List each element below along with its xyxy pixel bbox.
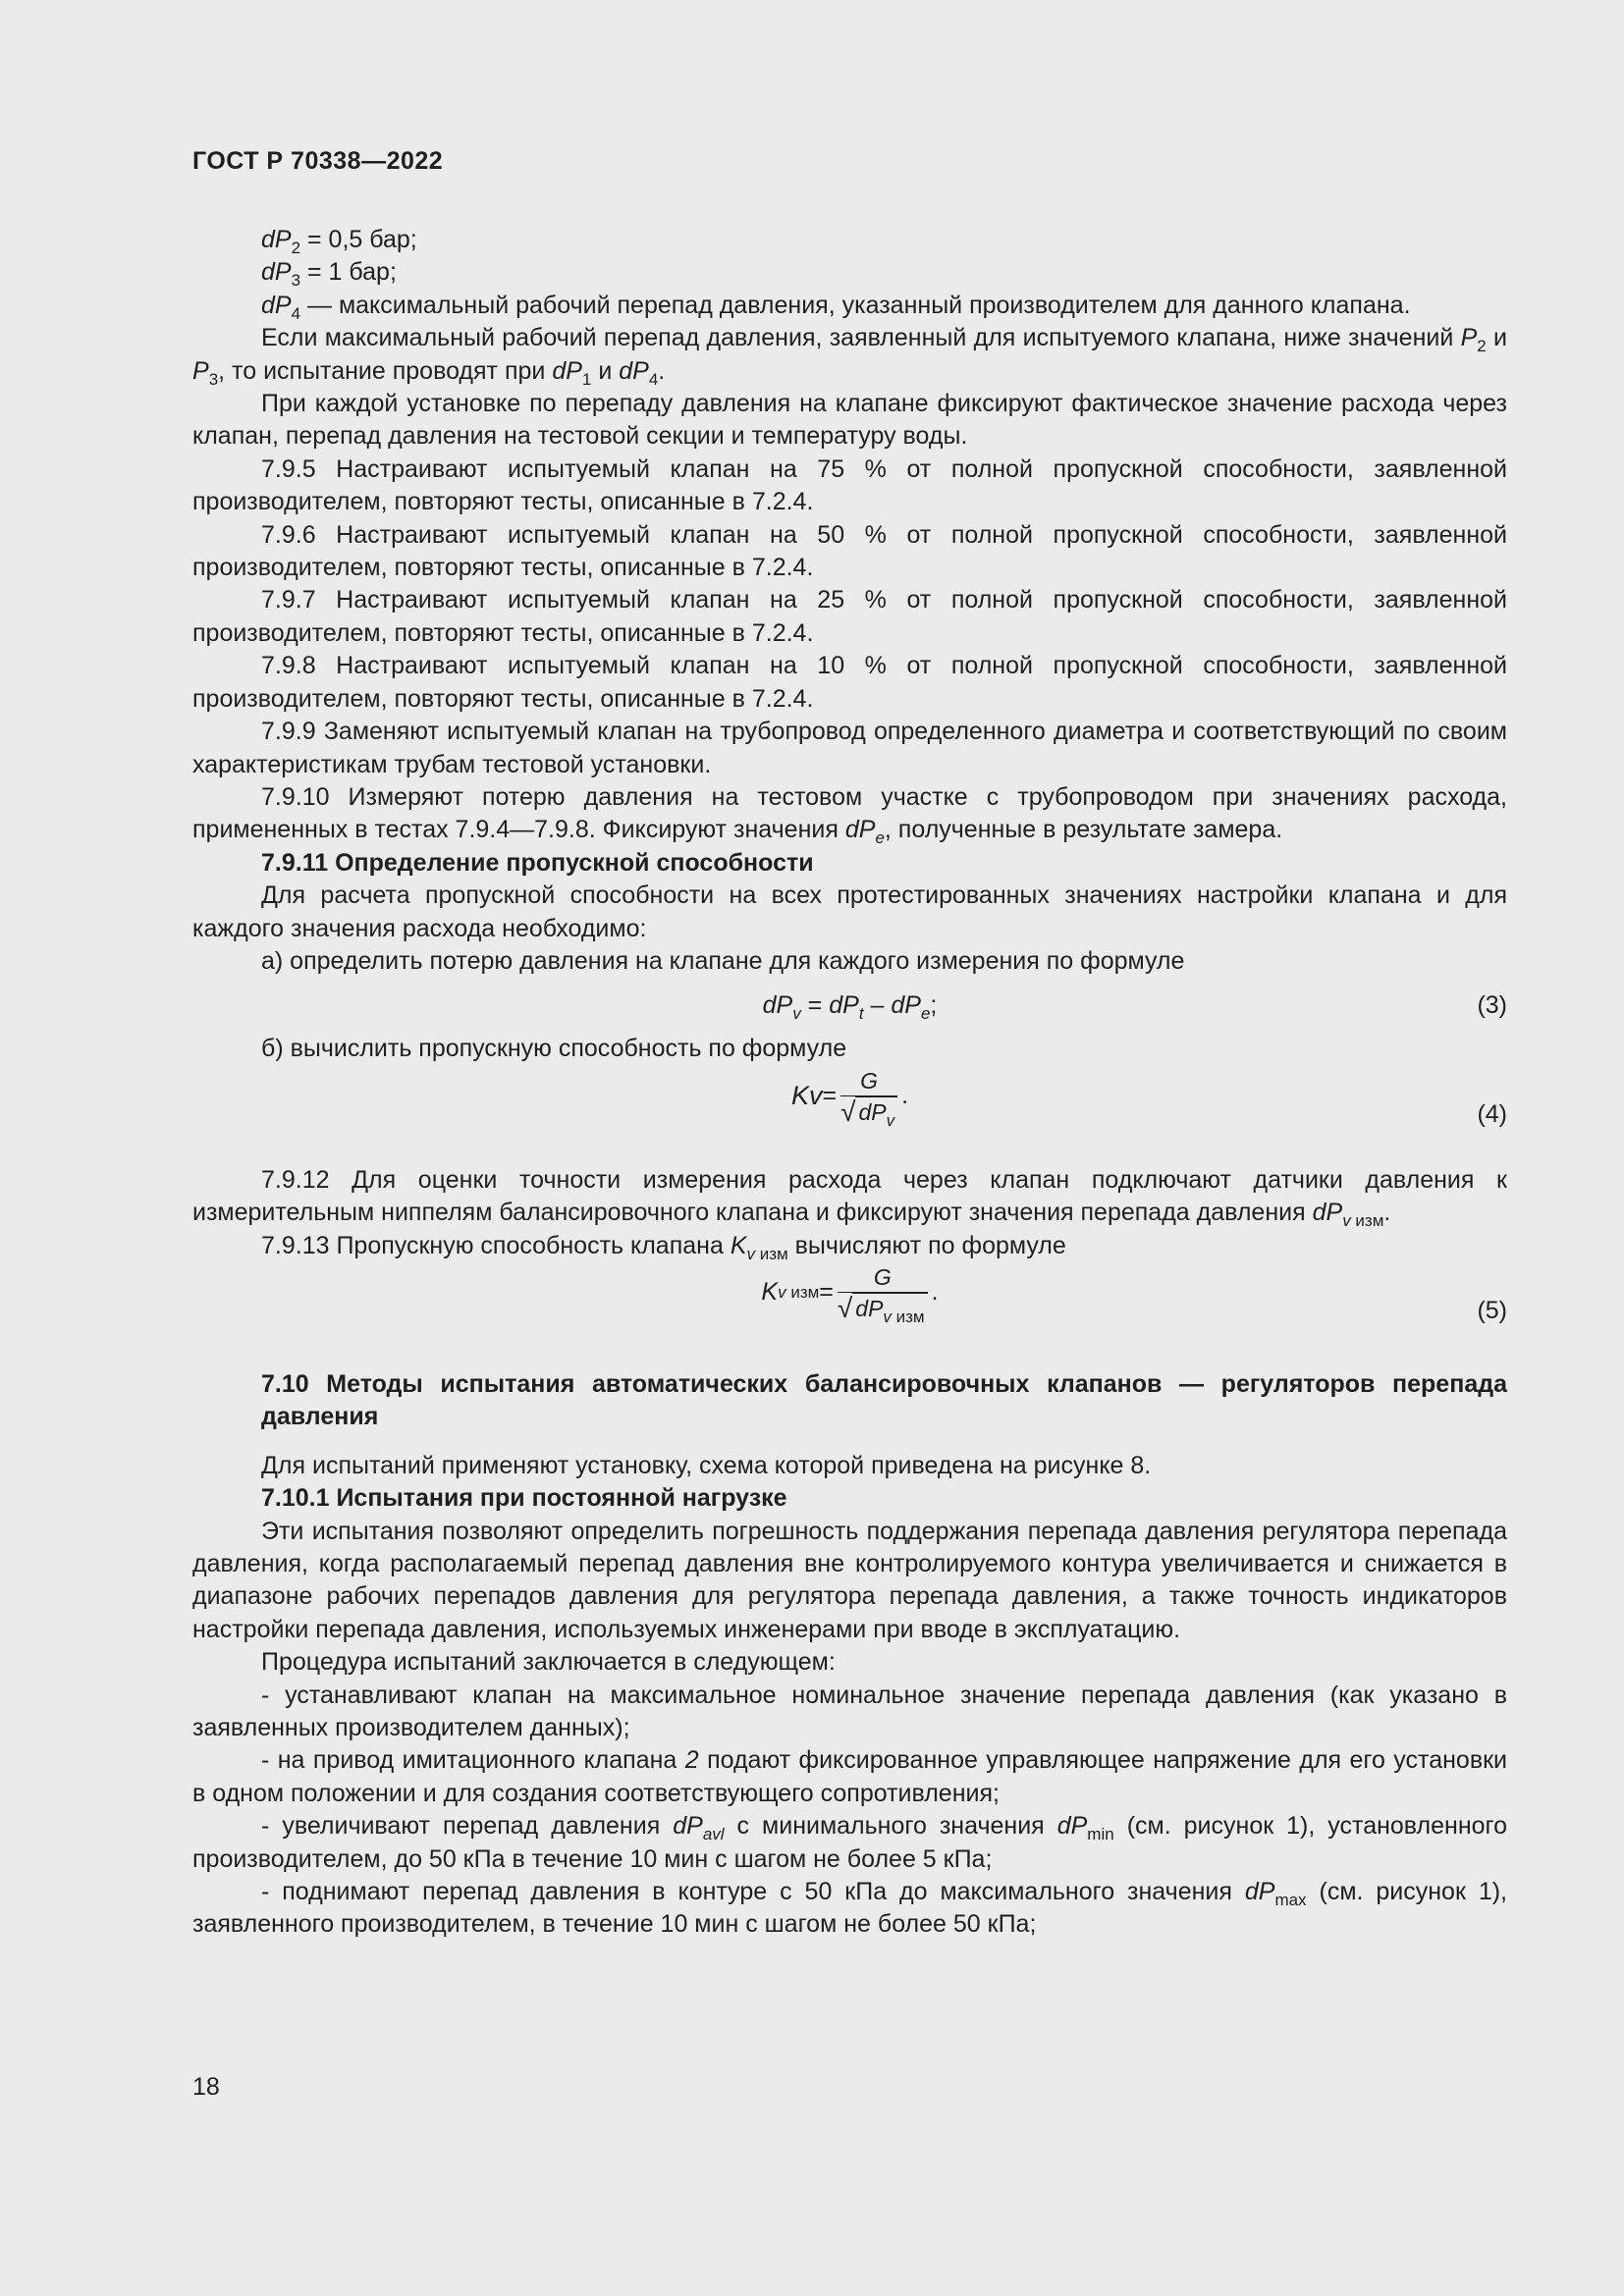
bullet-1: - устанавливают клапан на максимальное номинальное значение перепада давления (как указано в заявленных производителем данных);	[192, 1681, 1507, 1742]
section-7-10-1-p1: Эти испытания позволяют определить погрешность поддержания перепада давления регулятора перепада давления, когда располагаемый перепад давления вне контролируемого контура увеличивается и снижается в диапазоне рабочих перепадов давления для регулятора перепада давления, а также точность индикаторов настройки перепада давления, используемых инженерами при вводе в эксплуатацию.	[192, 1517, 1507, 1643]
section-7-9-13: 7.9.13 Пропускную способность клапана $K_{v изм}$ вычисляют по формуле	[261, 1231, 1066, 1263]
section-7-10-1-p2: Процедура испытаний заключается в следующем:	[261, 1648, 836, 1677]
document-header: ГОСТ Р 70338—2022	[192, 147, 444, 175]
formula-5-expr: K v изм = G √ $dP_{v изм}$ .	[761, 1263, 939, 1326]
section-7-9-6: 7.9.6 Настраивают испытуемый клапан на 50 % от полной пропускной способности, заявленной производителем, повторяют тесты, описанные в 7.2.4.	[192, 520, 1507, 582]
section-7-9-11-title: 7.9.11 Определение пропускной способности	[261, 848, 814, 877]
formula-5	[192, 1262, 1507, 1368]
sqrt-symbol: √	[837, 1292, 853, 1323]
bullet-3: - увеличивают перепад давления $dP_{avl}$ с минимального значения $dP_{min}$ (см. рисунок 1), установленного производителем, до 50 кПа в течение 10 мин с шагом не более 5 кПа;	[192, 1812, 1507, 1873]
item-b: б) вычислить пропускную способность по формуле	[261, 1035, 847, 1063]
formula-5-number: (5)	[1477, 1296, 1507, 1324]
def-dp2: $dP_2 = 0,5$ бар;	[261, 226, 417, 257]
paragraph-if-max: Если максимальный рабочий перепад давления, заявленный для испытуемого клапана, ниже значений $P_2$ и $P_3$, то испытание проводят при $dP_1$ и $dP_4$.	[192, 324, 1507, 389]
bullet-2: - на привод имитационного клапана 2 подают фиксированное управляющее напряжение для его установки в одном положении и для создания соответствующего сопротивления;	[192, 1746, 1507, 1807]
section-7-9-5: 7.9.5 Настраивают испытуемый клапан на 75 % от полной пропускной способности, заявленной производителем, повторяют тесты, описанные в 7.2.4.	[192, 454, 1507, 516]
section-7-9-12: 7.9.12 Для оценки точности измерения расхода через клапан подключают датчики давления к измерительным ниппелям балансировочного клапана и фиксируют значения перепада давления $dP_{v изм}$.	[192, 1165, 1507, 1231]
page-number: 18	[192, 2073, 220, 2101]
section-7-9-11-intro: Для расчета пропускной способности на всех протестированных значениях настройки клапана и для каждого значения расхода необходимо:	[192, 881, 1507, 942]
section-7-9-9: 7.9.9 Заменяют испытуемый клапан на трубопровод определенного диаметра и соответствующий по своим характеристикам трубам тестовой установки.	[192, 718, 1507, 778]
formula-5-fraction: G √ $dP_{v изм}$	[838, 1262, 928, 1323]
section-7-10-1-title: 7.10.1 Испытания при постоянной нагрузке	[261, 1484, 787, 1513]
document-body	[192, 224, 1507, 1942]
formula-4	[192, 1066, 1507, 1164]
section-7-9-8: 7.9.8 Настраивают испытуемый клапан на 10 % от полной пропускной способности, заявленной производителем, повторяют тесты, описанные в 7.2.4.	[192, 652, 1507, 713]
formula-4-fraction: G √ $dP_v$	[840, 1066, 897, 1127]
def-dp3: $dP_3 = 1$ бар;	[261, 258, 397, 291]
section-7-10-title: 7.10 Методы испытания автоматических балансировочных клапанов — регуляторов перепада давления	[261, 1369, 1507, 1431]
paragraph-fix: При каждой установке по перепаду давления на клапане фиксируют фактическое значение расхода через клапан, перепад давления на тестовой секции и температуру воды.	[192, 390, 1507, 451]
bullet-4: - поднимают перепад давления в контуре с 50 кПа до максимального значения $dP_{max}$ (см. рисунок 1), заявленного производителем, в течение 10 мин с шагом не более 50 кПа;	[192, 1878, 1507, 1939]
section-7-10-intro: Для испытаний применяют установку, схема которой приведена на рисунке 8.	[261, 1451, 1152, 1479]
formula-4-number: (4)	[1477, 1099, 1507, 1128]
item-a: а) определить потерю давления на клапане для каждого измерения по формуле	[261, 946, 1185, 975]
formula-3-expr: $dP_v = dP_t - dP_e$;	[762, 991, 938, 1024]
formula-3-number: (3)	[1477, 991, 1507, 1020]
formula-4-expr: Kv = G √ $dP_v$ .	[790, 1067, 909, 1130]
section-7-9-10: 7.9.10 Измеряют потерю давления на тестовом участке с трубопроводом при значениях расхода, примененных в тестах 7.9.4—7.9.8. Фиксируют значения $dP_e$, полученные в результате замера.	[192, 782, 1507, 848]
section-7-9-7: 7.9.7 Настраивают испытуемый клапан на 25 % от полной пропускной способности, заявленной производителем, повторяют тесты, описанные в 7.2.4.	[192, 586, 1507, 647]
def-dp4: $dP_4$ — максимальный рабочий перепад давления, указанный производителем для данного клапана.	[261, 291, 1411, 323]
formula-3	[192, 978, 1507, 1033]
sqrt-symbol: √	[840, 1095, 856, 1127]
